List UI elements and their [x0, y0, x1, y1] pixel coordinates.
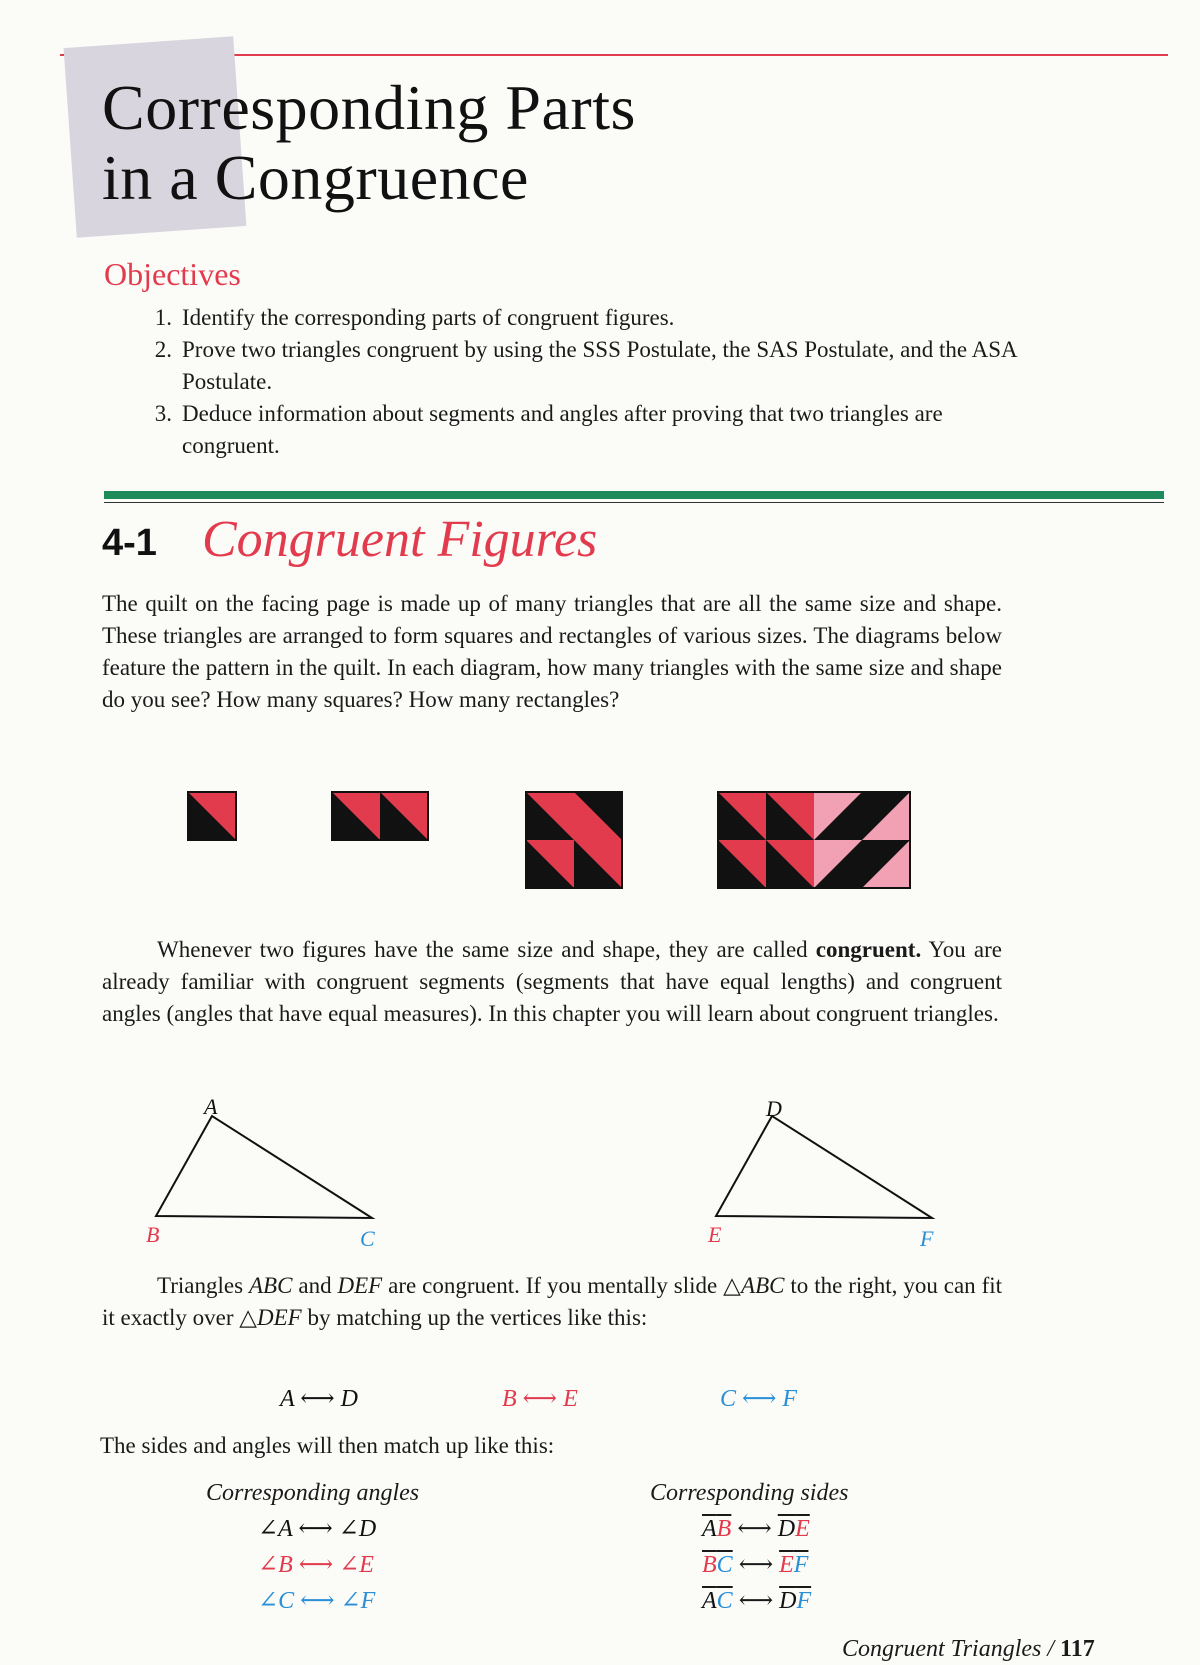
triangle-abc [156, 1116, 372, 1218]
double-arrow-icon: ⟷ [298, 1552, 334, 1578]
angles-heading: Corresponding angles [206, 1480, 420, 1506]
match-right: E [563, 1386, 578, 1412]
segment-endpoint: A [702, 1516, 717, 1542]
congruent-definition-paragraph [102, 934, 1002, 1030]
vertex-match-c-f [720, 1384, 797, 1413]
vertex-label-e: E [708, 1222, 722, 1247]
angle-left: ∠B [258, 1552, 293, 1578]
italic-abc: ABC [741, 1273, 785, 1298]
angle-right: ∠F [340, 1588, 376, 1614]
angle-pair-a-d [258, 1514, 376, 1543]
quilt-rectangle-1x2 [332, 792, 428, 840]
section-number: 4-1 [102, 522, 157, 564]
angle-pair-b-e [258, 1550, 374, 1579]
objective-number: 3. [154, 401, 172, 426]
double-arrow-icon: ⟷ [298, 1516, 333, 1542]
segment-endpoint: E [779, 1552, 794, 1578]
segment-endpoint: D [779, 1588, 797, 1614]
objective-text: Prove two triangles congruent by using the SSS Postulate, the SAS Postulate, and the ASA Postulate. [182, 337, 1017, 394]
match-left: B [502, 1386, 517, 1412]
intro-paragraph: The quilt on the facing page is made up of many triangles that are all the same size and shape. These triangles are arranged to form squares and rectangles of various sizes. The diagrams below feature the pattern in the quilt. In each diagram, how many triangles with the same size and shape do you see? How many squares? How many rectangles? [102, 591, 1002, 712]
quilt-square-1x1 [188, 792, 236, 840]
objective-text: Deduce information about segments and angles after proving that two triangles are congruent. [182, 401, 943, 458]
vertex-label-d: D [766, 1096, 782, 1121]
segment-endpoint: D [777, 1516, 796, 1542]
triangle-def [716, 1116, 932, 1218]
vertex-label-a: A [204, 1094, 218, 1119]
double-arrow-icon: ⟷ [742, 1386, 777, 1412]
match-left: C [720, 1386, 737, 1412]
triangles-figure [140, 1096, 960, 1256]
side-pair-ab-de [702, 1514, 810, 1543]
italic-def: DEF [257, 1305, 302, 1330]
match-left: A [280, 1386, 295, 1412]
text-run: and [298, 1273, 332, 1298]
segment-endpoint: C [716, 1552, 733, 1578]
double-arrow-icon: ⟷ [738, 1588, 774, 1614]
angle-right: ∠D [338, 1516, 377, 1542]
sides-heading: Corresponding sides [650, 1480, 849, 1506]
section-thin-rule [104, 502, 1164, 503]
segment-endpoint: B [716, 1516, 732, 1542]
term-congruent: congruent. [815, 937, 922, 962]
vertex-match-a-d [280, 1384, 358, 1413]
objective-item [140, 302, 1020, 334]
objective-item [140, 334, 1020, 398]
segment-ab [702, 1516, 731, 1542]
segment-bc [702, 1552, 733, 1578]
segment-endpoint: A [702, 1588, 717, 1614]
segment-de [778, 1516, 810, 1542]
match-right: F [782, 1386, 798, 1412]
match-right: D [340, 1386, 358, 1412]
objectives-heading: Objectives [104, 256, 241, 292]
lesson-title-line-2: in a Congruence [102, 142, 529, 213]
segment-endpoint: E [795, 1516, 810, 1542]
objective-number: 1. [154, 305, 172, 330]
definition-intro: Whenever two figures have the same size and shape, they are called [157, 937, 808, 962]
double-arrow-icon: ⟷ [300, 1588, 335, 1614]
section-green-rule [104, 491, 1164, 499]
definition-rest: You are already familiar with congruent segments (segments that have equal lengths) and congruent angles (angles that have equal measures). In this chapter you will learn about congruent triangles. [102, 937, 1002, 1026]
objectives-list [140, 302, 1020, 462]
text-run: are congruent. If you mentally slide △ [388, 1273, 742, 1298]
footer-chapter: Congruent Triangles / [842, 1636, 1055, 1662]
segment-ac [702, 1588, 733, 1614]
angle-left: ∠A [258, 1516, 293, 1542]
vertex-label-f: F [920, 1226, 934, 1251]
match-intro-paragraph: The sides and angles will then match up like this: [100, 1433, 555, 1458]
double-arrow-icon: ⟷ [738, 1552, 774, 1578]
side-pair-ac-df [702, 1586, 811, 1615]
vertex-label-c: C [360, 1226, 375, 1251]
quilt-pattern-diagrams [180, 784, 920, 892]
angle-pair-c-f [258, 1586, 375, 1615]
segment-endpoint: B [702, 1552, 717, 1578]
segment-endpoint: C [716, 1588, 733, 1614]
slide-paragraph [102, 1270, 1002, 1334]
italic-def: DEF [337, 1273, 383, 1298]
lesson-title-line-1: Corresponding Parts [102, 72, 636, 143]
objective-item [140, 398, 1020, 462]
double-arrow-icon: ⟷ [737, 1516, 772, 1542]
text-run: to the right, you can fit it exactly over △ [102, 1273, 1003, 1330]
italic-abc: ABC [248, 1273, 293, 1298]
objective-text: Identify the corresponding parts of congruent figures. [182, 305, 675, 330]
text-run: by matching up the vertices like this: [307, 1305, 648, 1330]
segment-df [779, 1588, 811, 1614]
segment-endpoint: F [796, 1588, 812, 1614]
quilt-rectangle-2x4 [718, 792, 910, 888]
page-footer [842, 1636, 1095, 1663]
objective-number: 2. [154, 337, 172, 362]
vertex-match-b-e [502, 1384, 578, 1413]
double-arrow-icon: ⟷ [522, 1386, 558, 1412]
text-run: Triangles [157, 1273, 244, 1298]
angle-right: ∠E [339, 1552, 374, 1578]
segment-ef [779, 1552, 808, 1578]
section-title: Congruent Figures [202, 511, 598, 568]
angle-left: ∠C [258, 1588, 295, 1614]
page-number: 117 [1060, 1636, 1095, 1662]
double-arrow-icon: ⟷ [300, 1386, 335, 1412]
segment-endpoint: F [793, 1552, 809, 1578]
vertex-label-b: B [146, 1222, 160, 1247]
side-pair-bc-ef [702, 1550, 808, 1579]
quilt-square-2x2 [526, 792, 622, 888]
